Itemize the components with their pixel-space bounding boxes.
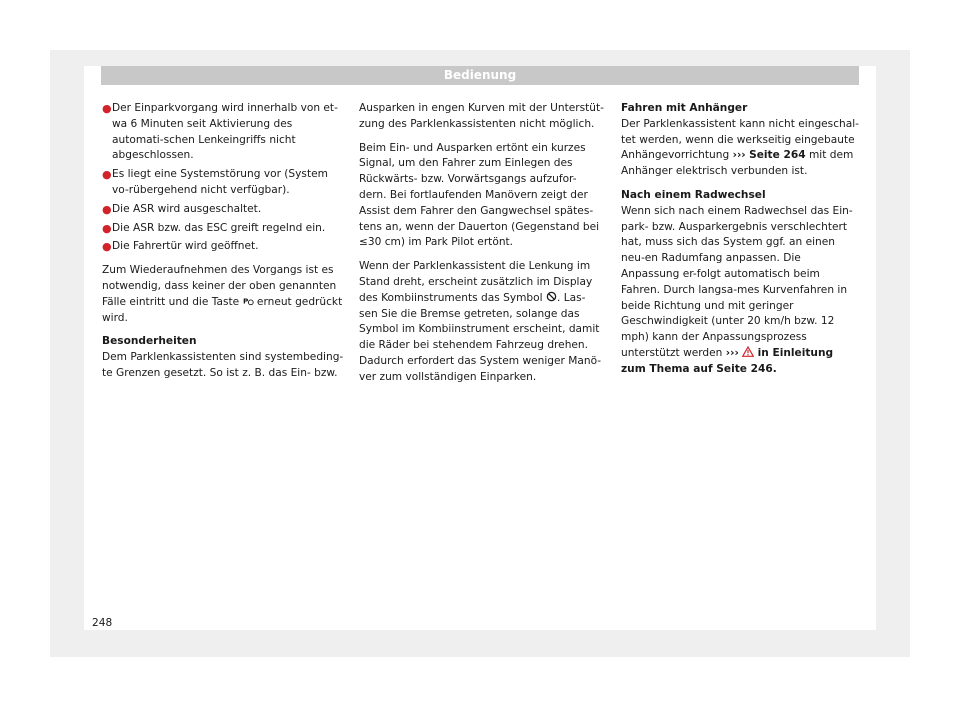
- heading-trailer: Fahren mit Anhänger: [621, 102, 748, 114]
- paragraph-wheel-change: [621, 204, 861, 378]
- park-assist-button-icon: [243, 295, 254, 306]
- paragraph-text: Zum Wiederaufnehmen des Vorgangs ist es notwendig, dass keiner der oben genannten Fälle eintritt und die Taste: [102, 264, 337, 308]
- column-3: [621, 101, 861, 386]
- cross-reference-arrow: ›››: [732, 149, 746, 162]
- column-1: [102, 101, 347, 390]
- list-item: [102, 202, 347, 218]
- paragraph-curves: Ausparken in engen Kurven mit der Unterstüt-zung des Parklenkassistenten nicht möglich.: [359, 102, 604, 130]
- paragraph-text: Der Parklenkassistent kann nicht eingeschal-tet werden, wenn die werkseitig eingebaute Anhängevorrichtung: [621, 117, 860, 162]
- bullet-icon: ●: [102, 168, 112, 182]
- paragraph-trailer: [621, 117, 861, 180]
- bullet-icon: ●: [102, 221, 112, 235]
- heading-wheel-change: Nach einem Radwechsel: [621, 188, 766, 201]
- list-item-text: Die ASR bzw. das ESC greift regelnd ein.: [112, 221, 326, 234]
- svg-text:P: P: [242, 296, 248, 306]
- list-item: [102, 221, 347, 237]
- column-2: [359, 101, 604, 394]
- list-item-text: Die Fahrertür wird geöffnet.: [112, 240, 259, 253]
- paragraph-text: . Las-sen Sie die Bremse getreten, solange das Symbol im Kombiinstrument erscheint, damit die Räder bei stehendem Fahrzeug drehen. Dadurch erfordert das System weniger Manö-ver zum vollständigen Einparken.: [359, 291, 602, 383]
- paragraph-text: Wenn sich nach einem Radwechsel das Ein-park- bzw. Ausparkergebnis verschlechtert hat, muss sich das System ggf. an einen neu-en Radumfang anpassen. Die Anpassung er-folgt automatisch beim Fahren. Durch langsa-mes Kurvenfahren in beide Richtung und mit geringer Geschwindigkeit (unter 20 km/h bzw. 12 mph) kann der Anpassungsprozess unterstützt werden: [621, 204, 853, 359]
- list-item-text: Die ASR wird ausgeschaltet.: [112, 202, 262, 215]
- heading-besonderheiten: Besonderheiten: [102, 335, 197, 348]
- paragraph-text: erneut gedrückt wird.: [102, 295, 343, 324]
- paragraph-limits: Dem Parklenkassistenten sind systembeding-te Grenzen gesetzt. So ist z. B. das Ein- bzw.: [102, 351, 344, 379]
- cross-reference-arrow: ›››: [725, 346, 739, 359]
- warning-triangle-icon: [742, 346, 754, 357]
- cross-reference-link[interactable]: in Einleitung zum Thema auf Seite 246.: [621, 346, 834, 375]
- cross-reference-link[interactable]: Seite 264: [749, 149, 806, 162]
- paragraph-resume: [102, 263, 347, 326]
- bullet-icon: ●: [102, 102, 112, 115]
- section-header: Bedienung: [101, 66, 859, 85]
- condition-list: [102, 101, 347, 255]
- paragraph-steering: [359, 259, 604, 385]
- paragraph-signal: Beim Ein- und Ausparken ertönt ein kurzes Signal, um den Fahrer zum Einlegen des Rückwärts- bzw. Vorwärtsgangs aufzufor-dern. Bei fortlaufenden Manövern zeigt der Assist dem Fahrer den Gangwechsel spätes-tens an, wenn der Dauerton (Gegenstand bei ≤30 cm) im Park Pilot ertönt.: [359, 141, 600, 249]
- list-item: [102, 167, 347, 199]
- list-item-text: Es liegt eine Systemstörung vor (System vo-rübergehend nicht verfügbar).: [112, 168, 328, 196]
- bullet-icon: ●: [102, 240, 112, 254]
- page-number: 248: [92, 617, 113, 629]
- steering-brake-symbol-icon: [546, 291, 557, 302]
- bullet-icon: ●: [102, 202, 112, 216]
- paragraph-text: Wenn der Parklenkassistent die Lenkung im Stand dreht, erscheint zusätzlich im Display des Kombiinstruments das Symbol: [359, 260, 593, 304]
- list-item: [102, 101, 347, 164]
- paragraph-text: mit dem Anhänger elektrisch verbunden ist.: [621, 149, 854, 178]
- list-item-text: Der Einparkvorgang wird innerhalb von et-wa 6 Minuten seit Aktivierung des automati-schen Lenkeingriffs nicht abgeschlossen.: [112, 102, 338, 162]
- list-item: [102, 239, 347, 255]
